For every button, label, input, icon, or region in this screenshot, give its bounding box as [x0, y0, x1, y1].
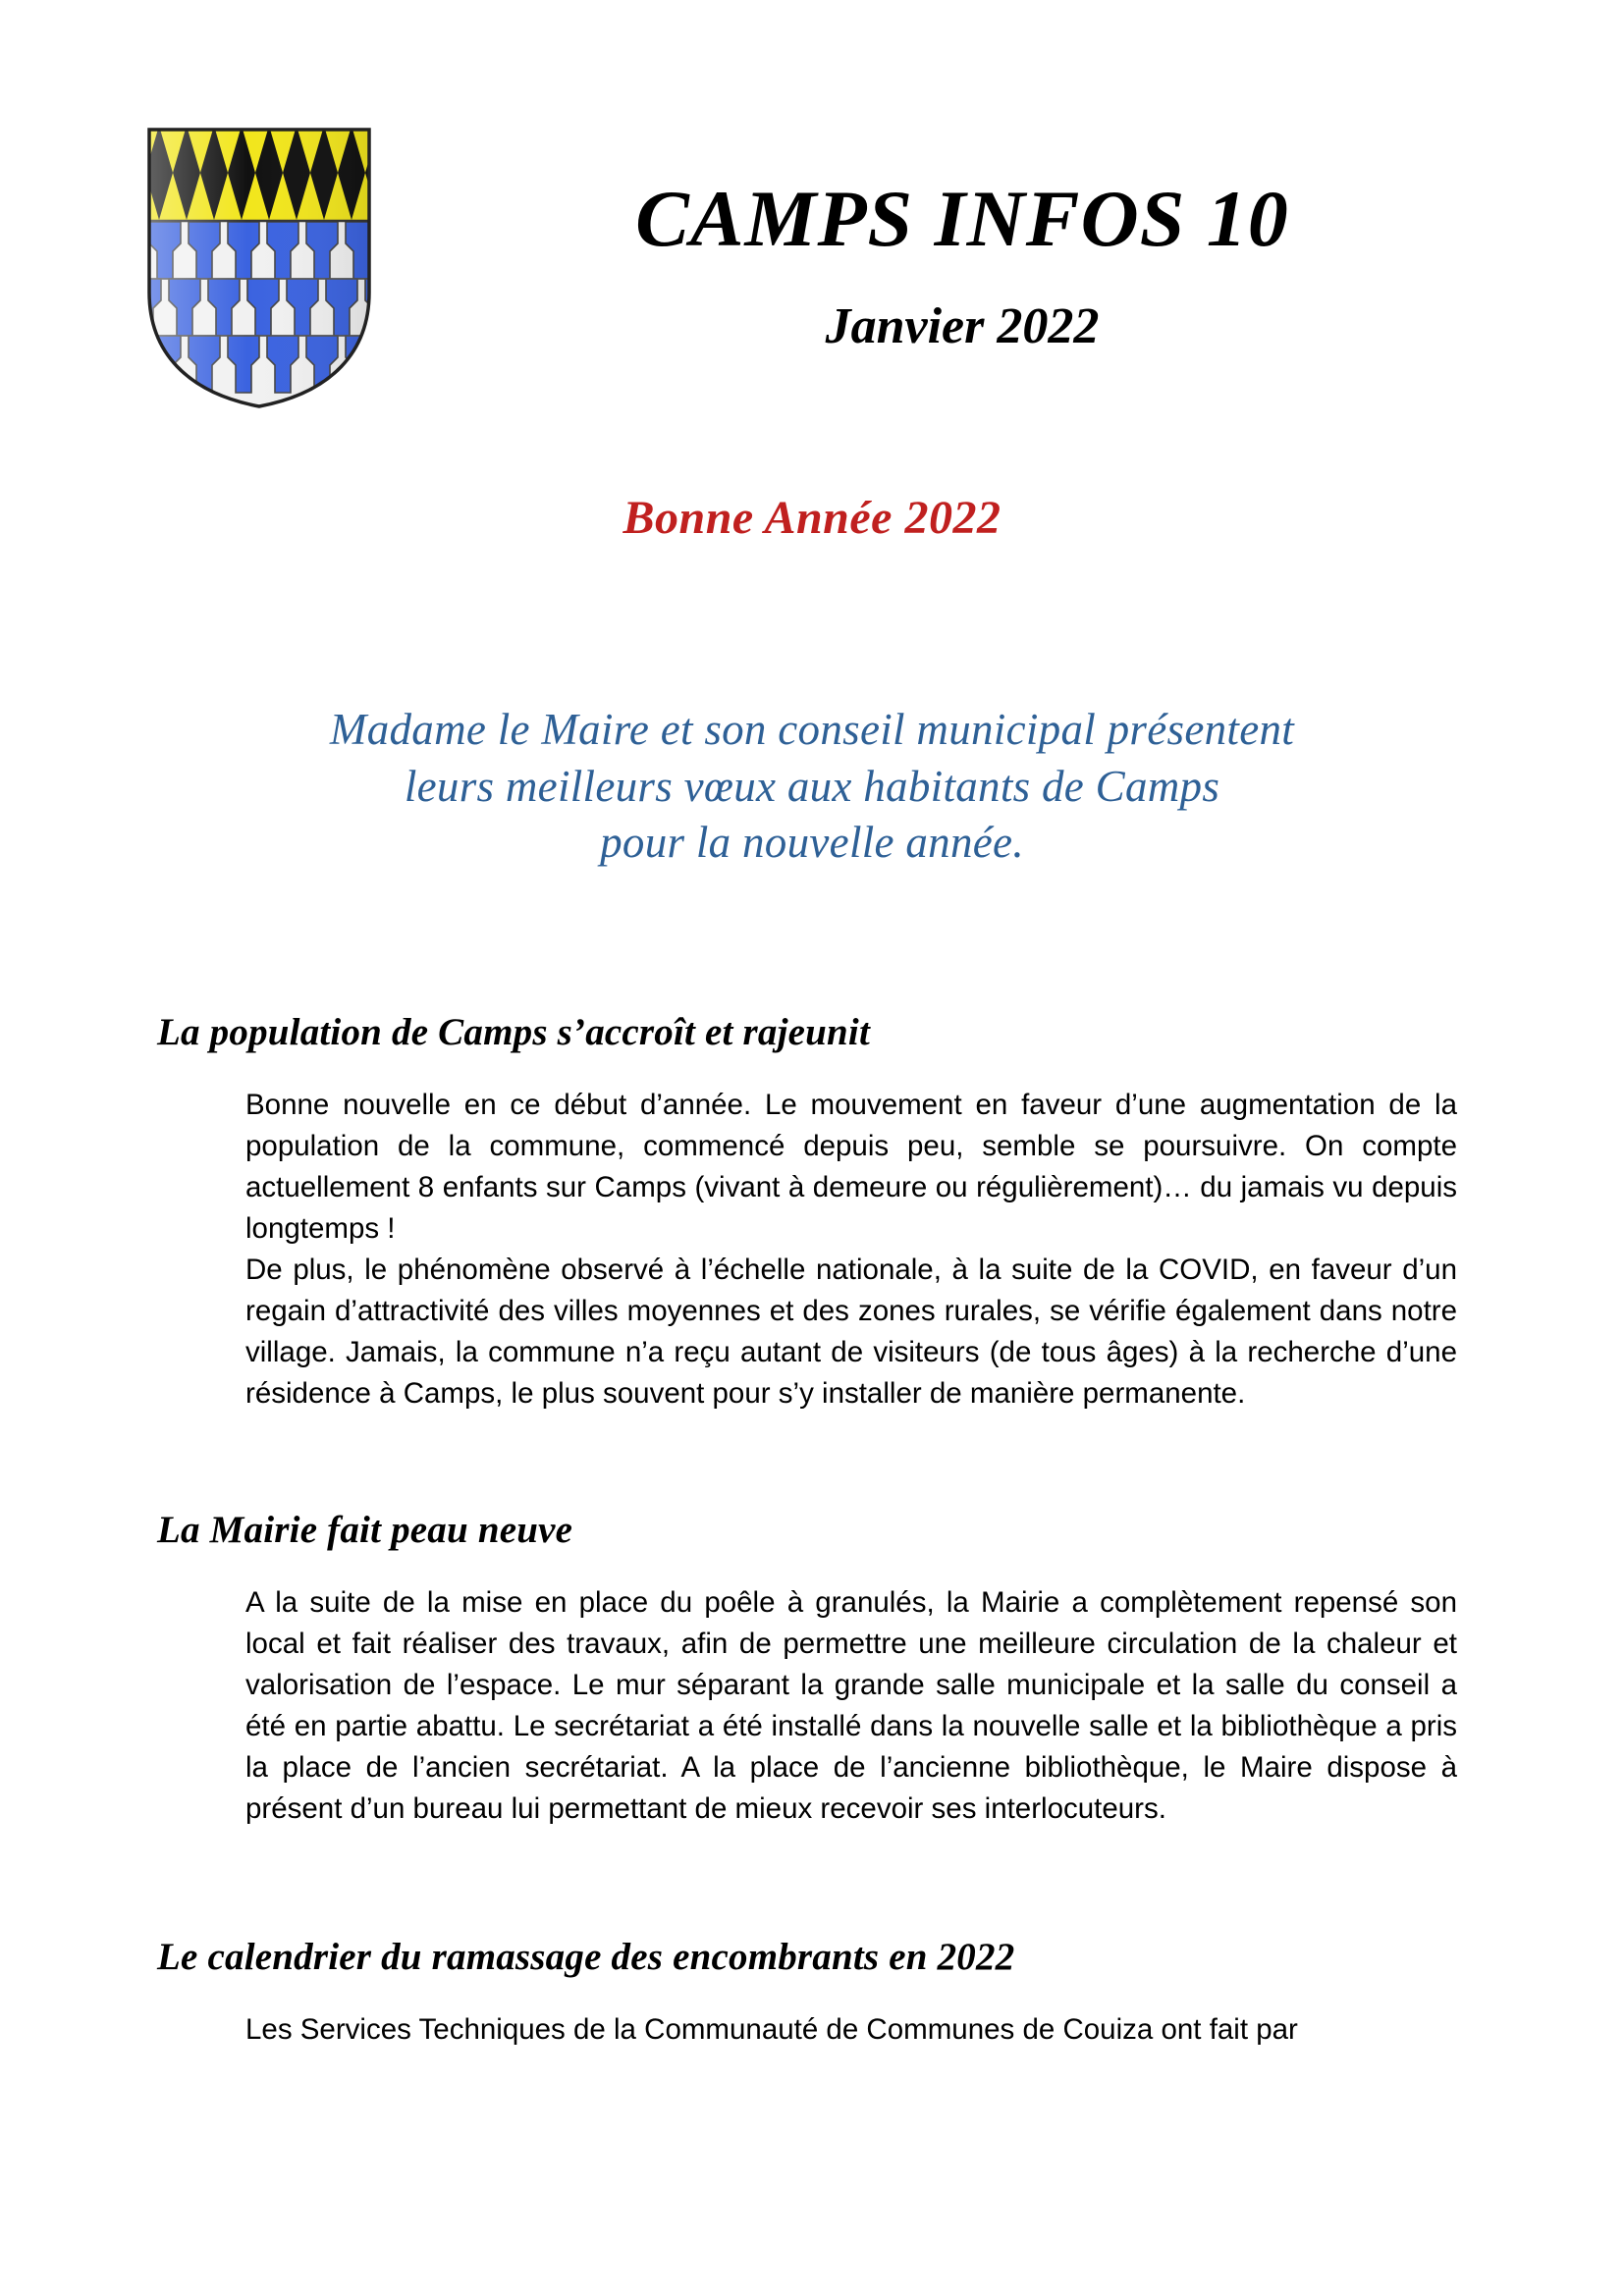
- section-body: [245, 2009, 1457, 2051]
- greeting-text: Bonne Année 2022: [623, 492, 1001, 544]
- wishes-line-3: pour la nouvelle année.: [600, 818, 1024, 868]
- wishes-line-1: Madame le Maire et son conseil municipal présentent: [329, 705, 1295, 754]
- wishes-line-2: leurs meilleurs vœux aux habitants de Camps: [404, 761, 1220, 811]
- paragraph: De plus, le phénomène observé à l’échelle nationale, à la suite de la COVID, en faveur d’un regain d’attractivité des villes moyennes et des zones rurales, se vérifie également dans notre village. Jamais, la commune n’a reçu autant de visiteurs (de tous âges) à la recherche d’une résidence à Camps, le plus souvent pour s’y installer de manière permanente.: [245, 1253, 1457, 1410]
- section-encombrants: [0, 1936, 1624, 2051]
- issue-date: Janvier 2022: [825, 298, 1100, 355]
- section-mairie: [0, 1509, 1624, 1830]
- document-body: [0, 1011, 1624, 2051]
- section-spacer: [0, 1415, 1624, 1509]
- paragraph: Bonne nouvelle en ce début d’année. Le mouvement en faveur d’une augmentation de la population de la commune, commencé depuis peu, semble se poursuivre. On compte actuellement 8 enfants sur Camps (vivant à demeure ou régulièrement)… du jamais vu depuis longtemps !: [245, 1088, 1457, 1245]
- paragraph: A la suite de la mise en place du poêle à granulés, la Mairie a complètement repensé son local et fait réaliser des travaux, afin de permettre une meilleure circulation de la chaleur et valorisation de l’espace. Le mur séparant la grande salle municipale et la salle du conseil a été en partie abattu. Le secrétariat a été installé dans la nouvelle salle et la bibliothèque a pris la place de l’ancien secrétariat. A la place de l’ancienne bibliothèque, le Maire dispose à présent d’un bureau lui permettant de mieux recevoir ses interlocuteurs.: [245, 1585, 1457, 1825]
- paragraph: Les Services Techniques de la Communauté de Communes de Couiza ont fait par: [245, 2012, 1298, 2046]
- document-header: [0, 0, 1624, 544]
- section-population: [0, 1011, 1624, 1415]
- section-body: [245, 1582, 1457, 1830]
- page-title: CAMPS INFOS 10: [635, 174, 1289, 263]
- coat-of-arms-icon: [145, 126, 373, 410]
- section-spacer: [0, 1830, 1624, 1936]
- title-block: [422, 174, 1502, 355]
- section-heading: La population de Camps s’accroît et rajeunit: [157, 1011, 870, 1053]
- section-heading: Le calendrier du ramassage des encombrants en 2022: [157, 1935, 1015, 1978]
- section-heading: La Mairie fait peau neuve: [157, 1508, 573, 1551]
- wishes-block: [0, 702, 1624, 872]
- section-body: [245, 1085, 1457, 1415]
